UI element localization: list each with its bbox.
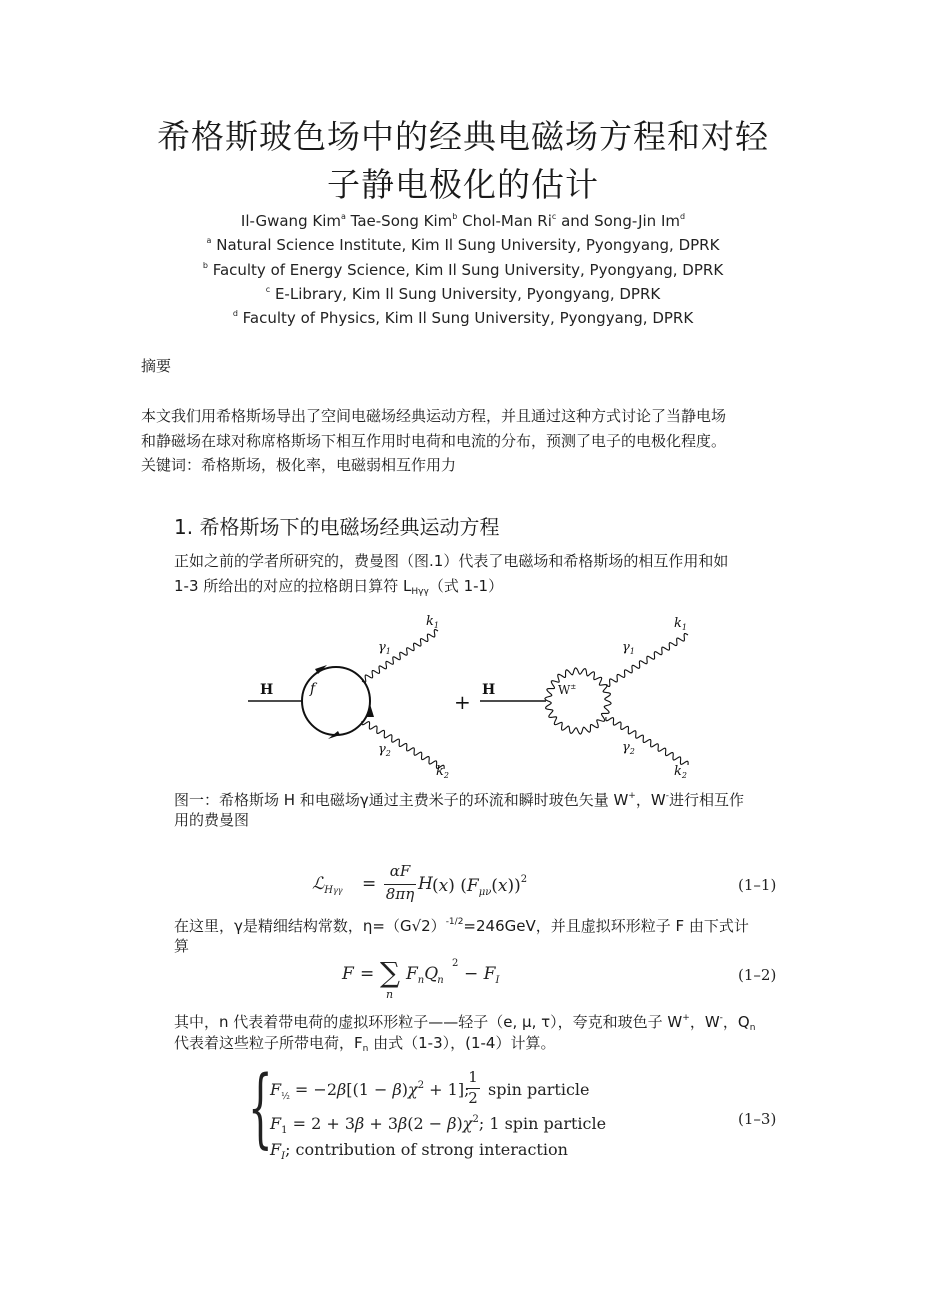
equation-number: (1–2) bbox=[738, 966, 777, 984]
gamma1-label: $\gamma_1$ bbox=[378, 640, 391, 656]
text-run: 由式（1-3），(1-4）计算。 bbox=[368, 1034, 556, 1052]
text-run: 图一：希格斯场 H 和电磁场γ通过主费米子的环流和瞬时玻色矢量 W bbox=[174, 791, 629, 809]
k1-label: $k_1$ bbox=[426, 614, 439, 630]
author-and: and bbox=[561, 212, 590, 230]
photon-line-1 bbox=[606, 634, 688, 687]
superscript: -1/2 bbox=[445, 917, 464, 927]
author-mark: a bbox=[340, 212, 346, 221]
figure-caption-line-2: 用的费曼图 bbox=[174, 811, 250, 829]
photon-line-1 bbox=[362, 630, 438, 683]
abstract-heading: 摘要 bbox=[141, 357, 172, 375]
text-run: 1-3 所给出的对应的拉格朗日算符 L bbox=[174, 577, 412, 595]
affiliation bbox=[0, 285, 926, 303]
affiliation-text: E-Library, Kim Il Sung University, Pyongyang, DPRK bbox=[274, 285, 661, 303]
photon-line-2 bbox=[606, 717, 688, 765]
paper-title-line-1: 希格斯玻色场中的经典电磁场方程和对轻 bbox=[157, 117, 769, 156]
higgs-label: H bbox=[482, 682, 496, 698]
affiliation-text: Faculty of Physics, Kim Il Sung University, Pyongyang, DPRK bbox=[242, 309, 694, 327]
superscript: + bbox=[682, 1013, 690, 1023]
diagram-right bbox=[480, 616, 688, 780]
affiliation bbox=[0, 261, 926, 279]
subscript: n bbox=[749, 1023, 756, 1033]
text-run: ，W bbox=[635, 791, 666, 809]
diagram-left bbox=[248, 614, 449, 780]
equation-number: (1–3) bbox=[738, 1110, 777, 1128]
k2-label: $k_2$ bbox=[436, 764, 449, 780]
paragraph-line: 正如之前的学者所研究的，费曼图（图.1）代表了电磁场和希格斯场的相互作用和如 bbox=[174, 552, 729, 570]
affiliation bbox=[0, 309, 926, 327]
eq3-row1-text: spin particle bbox=[488, 1080, 590, 1099]
subscript: Hγγ bbox=[411, 587, 429, 597]
gamma2-label: $\gamma_2$ bbox=[622, 740, 635, 756]
author-name: Il-Gwang Kim bbox=[240, 212, 341, 230]
equation-1-1: ℒ$_{H\gamma\gamma}$ = αF 8πη H (x) $(F_{\mu\nu}(x))^2$ bbox=[312, 862, 528, 903]
affiliation-mark: b bbox=[202, 261, 208, 270]
gamma1-label: $\gamma_1$ bbox=[622, 640, 635, 656]
affiliation-mark: c bbox=[265, 285, 271, 294]
author-name: Song-Jin Im bbox=[594, 212, 680, 230]
paragraph-line: 算 bbox=[174, 937, 190, 955]
equation-1-3: { $F_{\frac{1}{2}} = -2\beta[(1 - \beta)\chi^2 + 1]$; 1 2 spin particle $F_1 = 2 + 3\beta + 3\beta(2 - \beta)\chi^2$; 1 spin particle $F_I$; contribution of strong interaction bbox=[248, 1058, 607, 1162]
author-name: Tae-Song Kim bbox=[350, 212, 453, 230]
keywords-line: 关键词：希格斯场，极化率，电磁弱相互作用力 bbox=[141, 456, 457, 474]
text-run: =246GeV，并且虚拟环形粒子 F 由下式计 bbox=[463, 917, 749, 935]
author-mark: c bbox=[551, 212, 557, 221]
text-run: （式 1-1） bbox=[428, 577, 504, 595]
author-mark: d bbox=[680, 212, 686, 221]
section-number: 1. bbox=[174, 515, 194, 539]
superscript: + bbox=[628, 791, 636, 801]
author-mark: b bbox=[452, 212, 458, 221]
author-name: Chol-Man Ri bbox=[462, 212, 552, 230]
k1-label: $k_1$ bbox=[674, 616, 687, 632]
higgs-label: H bbox=[260, 682, 274, 698]
feynman-diagram bbox=[230, 605, 730, 785]
photon-line-2 bbox=[362, 721, 444, 769]
affiliation-text: Natural Science Institute, Kim Il Sung University, Pyongyang, DPRK bbox=[216, 236, 720, 254]
affiliation bbox=[0, 236, 926, 254]
text-run: 在这里，γ是精细结构常数，η=（G√2） bbox=[174, 917, 446, 935]
paragraph-line bbox=[174, 574, 503, 605]
section-title: 希格斯场下的电磁场经典运动方程 bbox=[199, 515, 500, 539]
affiliation-text: Faculty of Energy Science, Kim Il Sung University, Pyongyang, DPRK bbox=[212, 261, 724, 279]
text-run: ，W bbox=[689, 1013, 720, 1031]
eq3-row3-text: contribution of strong interaction bbox=[295, 1140, 568, 1159]
abstract-line: 本文我们用希格斯场导出了空间电磁场经典运动方程，并且通过这种方式讨论了当静电场 bbox=[141, 407, 727, 425]
affiliation-mark: a bbox=[206, 236, 212, 245]
text-run: 代表着这些粒子所带电荷，F bbox=[174, 1034, 363, 1052]
paper-title-line-2: 子静电极化的估计 bbox=[327, 165, 599, 204]
superscript: - bbox=[665, 791, 669, 801]
abstract-line: 和静磁场在球对称席格斯场下相互作用时电荷和电流的分布，预测了电子的电极化程度。 bbox=[141, 432, 727, 450]
section-heading bbox=[174, 511, 499, 540]
fermion-label: f bbox=[310, 681, 316, 697]
paragraph-line bbox=[174, 910, 749, 939]
text-run: 其中，n 代表着带电荷的虚拟环形粒子——轻子（e, μ, τ），夸克和玻色子 W bbox=[174, 1013, 683, 1031]
gamma2-label: $\gamma_2$ bbox=[378, 742, 391, 758]
equation-number: (1–1) bbox=[738, 876, 777, 894]
w-boson-label: W± bbox=[558, 683, 577, 697]
text-run: 进行相互作 bbox=[668, 791, 744, 809]
equation-1-2: F = ∑ n $F_nQ_n$ 2 − $F_I$ bbox=[342, 956, 500, 1001]
plus-sign: + bbox=[454, 690, 471, 714]
k2-label: $k_2$ bbox=[674, 764, 687, 780]
figure-caption bbox=[174, 784, 744, 813]
superscript: - bbox=[719, 1013, 723, 1023]
fermion-loop bbox=[302, 667, 370, 735]
eq3-row2-text: 1 spin particle bbox=[489, 1114, 607, 1133]
affiliation-mark: d bbox=[232, 309, 238, 318]
w-boson-loop bbox=[545, 668, 611, 734]
paragraph-line bbox=[174, 1031, 555, 1062]
subscript: n bbox=[362, 1044, 369, 1054]
author-list bbox=[0, 212, 926, 230]
text-run: ，Q bbox=[722, 1013, 750, 1031]
